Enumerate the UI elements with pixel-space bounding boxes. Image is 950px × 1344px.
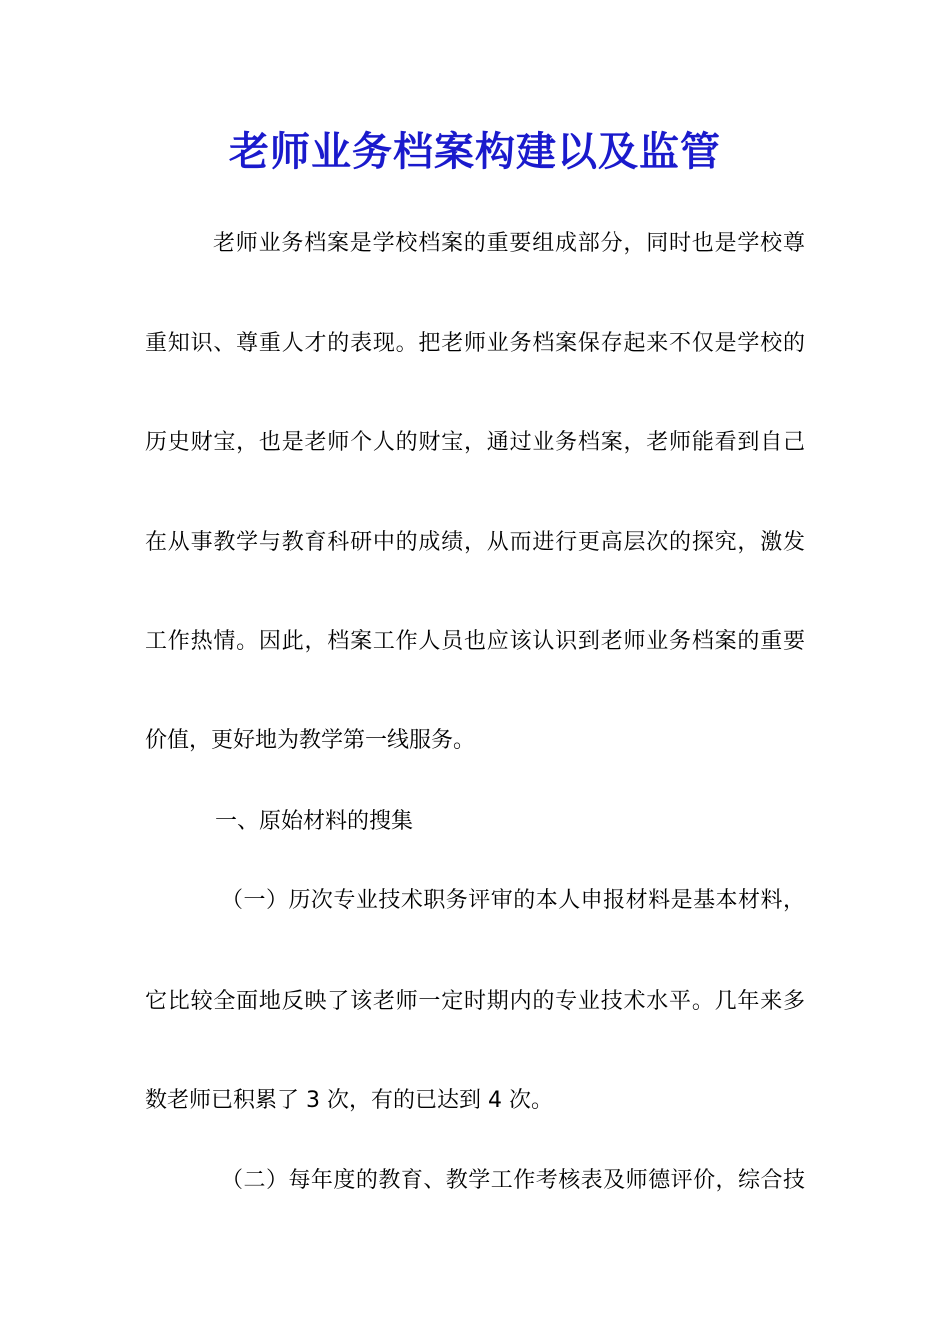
paragraph-line: 老师业务档案是学校档案的重要组成部分，同时也是学校尊 bbox=[213, 231, 805, 256]
paragraph-line: 价值，更好地为教学第一线服务。 bbox=[145, 728, 476, 753]
paragraph-line: 数老师已积累了 3 次，有的已达到 4 次。 bbox=[145, 1088, 553, 1113]
paragraph-line: 重知识、尊重人才的表现。把老师业务档案保存起来不仅是学校的 bbox=[145, 331, 805, 356]
paragraph-line: （一）历次专业技术职务评审的本人申报材料是基本材料， bbox=[221, 888, 805, 913]
paragraph-line: 在从事教学与教育科研中的成绩，从而进行更高层次的探究，激发 bbox=[145, 530, 805, 555]
document-title: 老师业务档案构建以及监管 bbox=[229, 128, 721, 175]
paragraph-line: （二）每年度的教育、教学工作考核表及师德评价，综合技 bbox=[221, 1168, 805, 1193]
paragraph-line: 工作热情。因此，档案工作人员也应该认识到老师业务档案的重要 bbox=[145, 629, 805, 654]
paragraph-line: 它比较全面地反映了该老师一定时期内的专业技术水平。几年来多 bbox=[145, 989, 805, 1014]
section-heading: 一、原始材料的搜集 bbox=[215, 809, 414, 834]
paragraph-line: 历史财宝，也是老师个人的财宝，通过业务档案，老师能看到自己 bbox=[145, 430, 805, 455]
